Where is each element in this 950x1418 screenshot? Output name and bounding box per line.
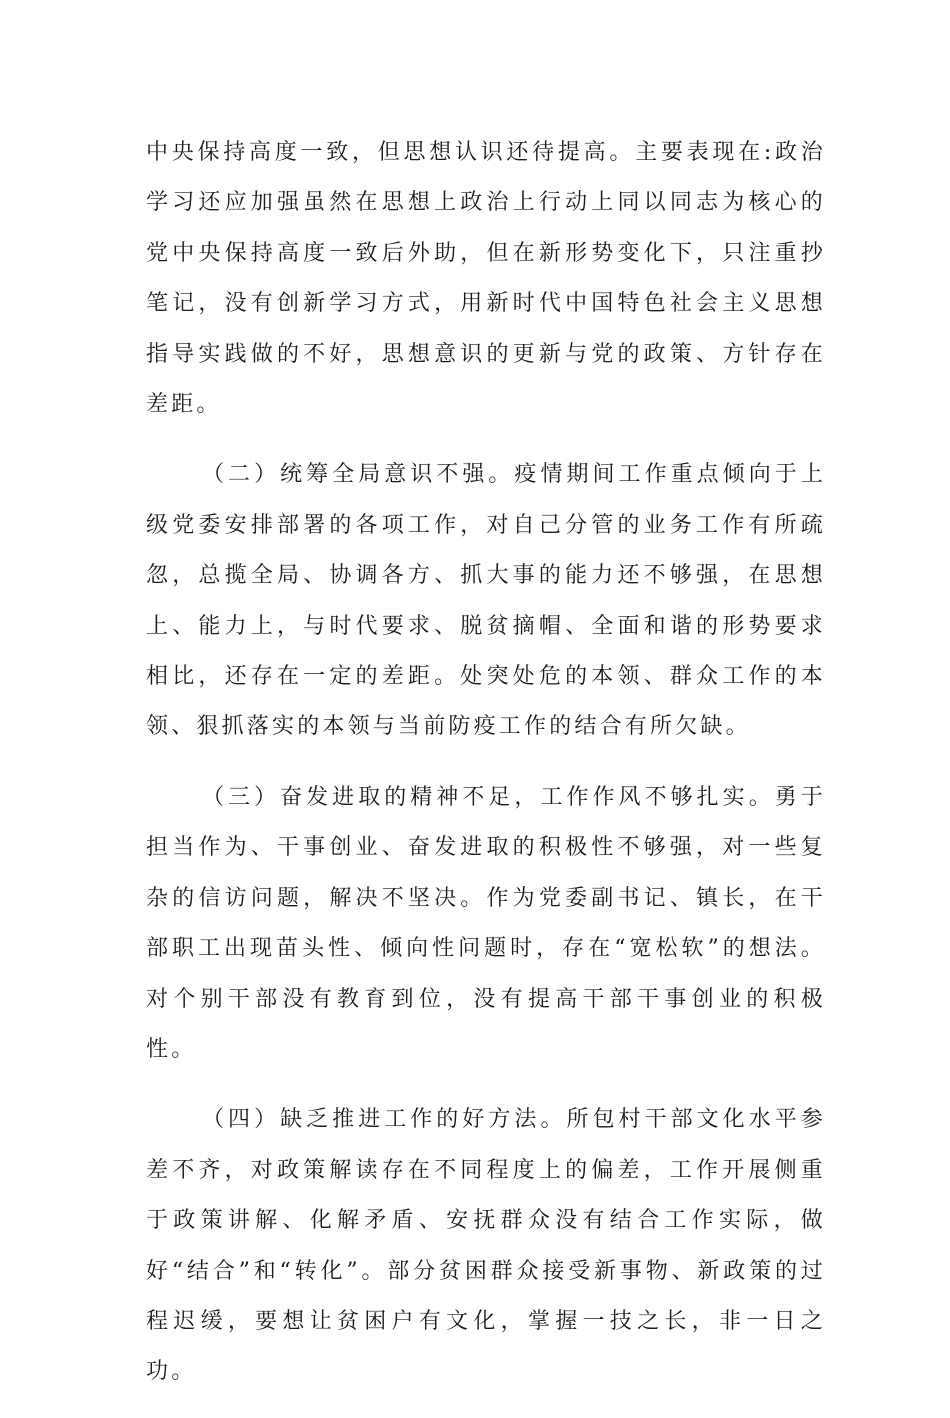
- paragraph-section-3: （三）奋发进取的精神不足，工作作风不够扎实。勇于担当作为、干事创业、奋发进取的积极性不够强，对一些复杂的信访问题，解决不坚决。作为党委副书记、镇长，在干部职工出现苗头性、倾向性问题时，存在“宽松软”的想法。对个别干部没有教育到位，没有提高干部干事创业的积极性。: [146, 784, 826, 1062]
- paragraph-section-2: （二）统筹全局意识不强。疫情期间工作重点倾向于上级党委安排部署的各项工作，对自己分管的业务工作有所疏忽，总揽全局、协调各方、抓大事的能力还不够强，在思想上、能力上，与时代要求、脱贫摘帽、全面和谐的形势要求相比，还存在一定的差距。处突处危的本领、群众工作的本领、狠抓落实的本领与当前防疫工作的结合有所欠缺。: [146, 462, 826, 740]
- paragraph-continuation: 中央保持高度一致，但思想认识还待提高。主要表现在:政治学习还应加强虽然在思想上政治上行动上同以同志为核心的党中央保持高度一致后外助，但在新形势变化下，只注重抄笔记，没有创新学习方式，用新时代中国特色社会主义思想指导实践做的不好，思想意识的更新与党的政策、方针存在差距。: [146, 140, 826, 418]
- document-body: [146, 128, 826, 1418]
- paragraph-section-4: （四）缺乏推进工作的好方法。所包村干部文化水平参差不齐，对政策解读存在不同程度上的偏差，工作开展侧重于政策讲解、化解矛盾、安抚群众没有结合工作实际，做好“结合”和“转化”。部分贫困群众接受新事物、新政策的过程迟缓，要想让贫困户有文化，掌握一技之长，非一日之功。: [146, 1107, 826, 1385]
